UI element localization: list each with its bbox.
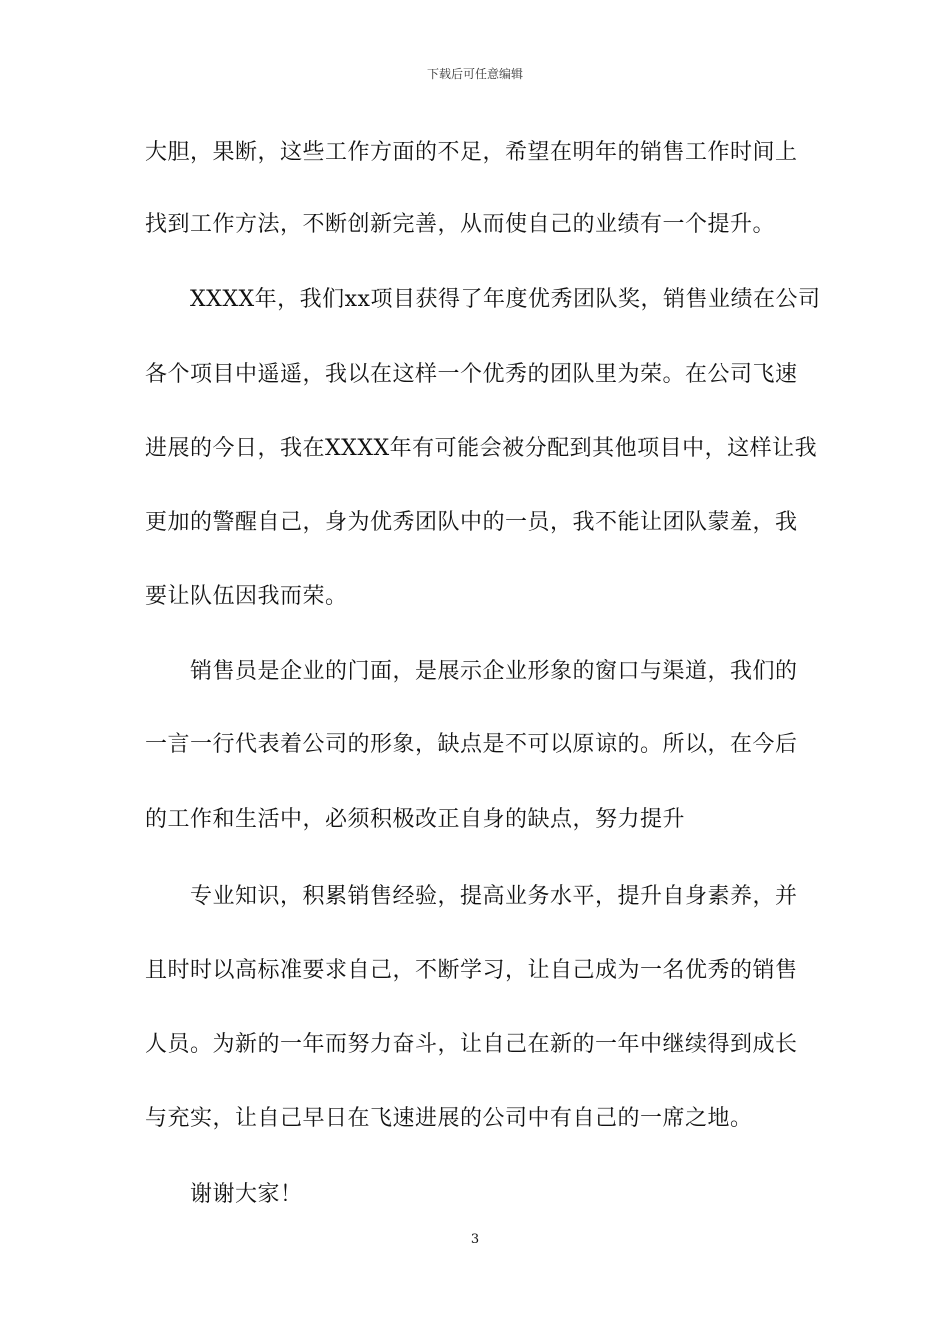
text-line: 进展的今日，我在XXXX年有可能会被分配到其他项目中，这样让我 [145,436,818,461]
text-line: 的工作和生活中，必须积极改正自身的缺点，努力提升 [145,807,686,832]
text-line: 销售员是企业的门面，是展示企业形象的窗口与渠道，我们的 [190,659,798,684]
text-line: 各个项目中遥遥，我以在这样一个优秀的团队里为荣。在公司飞速 [145,362,798,387]
page-header: 下载后可任意编辑 [426,67,523,81]
text-line: 与充实，让自己早日在飞速进展的公司中有自己的一席之地。 [145,1106,753,1131]
text-line: 更加的警醒自己，身为优秀团队中的一员，我不能让团队蒙羞，我 [145,510,798,535]
text-line: 找到工作方法，不断创新完善，从而使自己的业绩有一个提升。 [145,212,776,237]
text-line: 人员。为新的一年而努力奋斗，让自己在新的一年中继续得到成长 [145,1032,798,1057]
page-number: 3 [470,1232,480,1247]
text-line: 大胆，果断，这些工作方面的不足，希望在明年的销售工作时间上 [145,140,798,165]
text-line: 谢谢大家！ [190,1182,303,1207]
text-line: 且时时以高标准要求自己，不断学习，让自己成为一名优秀的销售 [145,958,798,983]
text-line: XXXX年，我们xx项目获得了年度优秀团队奖，销售业绩在公司 [190,287,821,312]
text-line: 一言一行代表着公司的形象，缺点是不可以原谅的。所以，在今后 [145,732,798,757]
text-line: 专业知识，积累销售经验，提高业务水平，提升自身素养，并 [190,884,798,909]
text-line: 要让队伍因我而荣。 [145,584,348,609]
